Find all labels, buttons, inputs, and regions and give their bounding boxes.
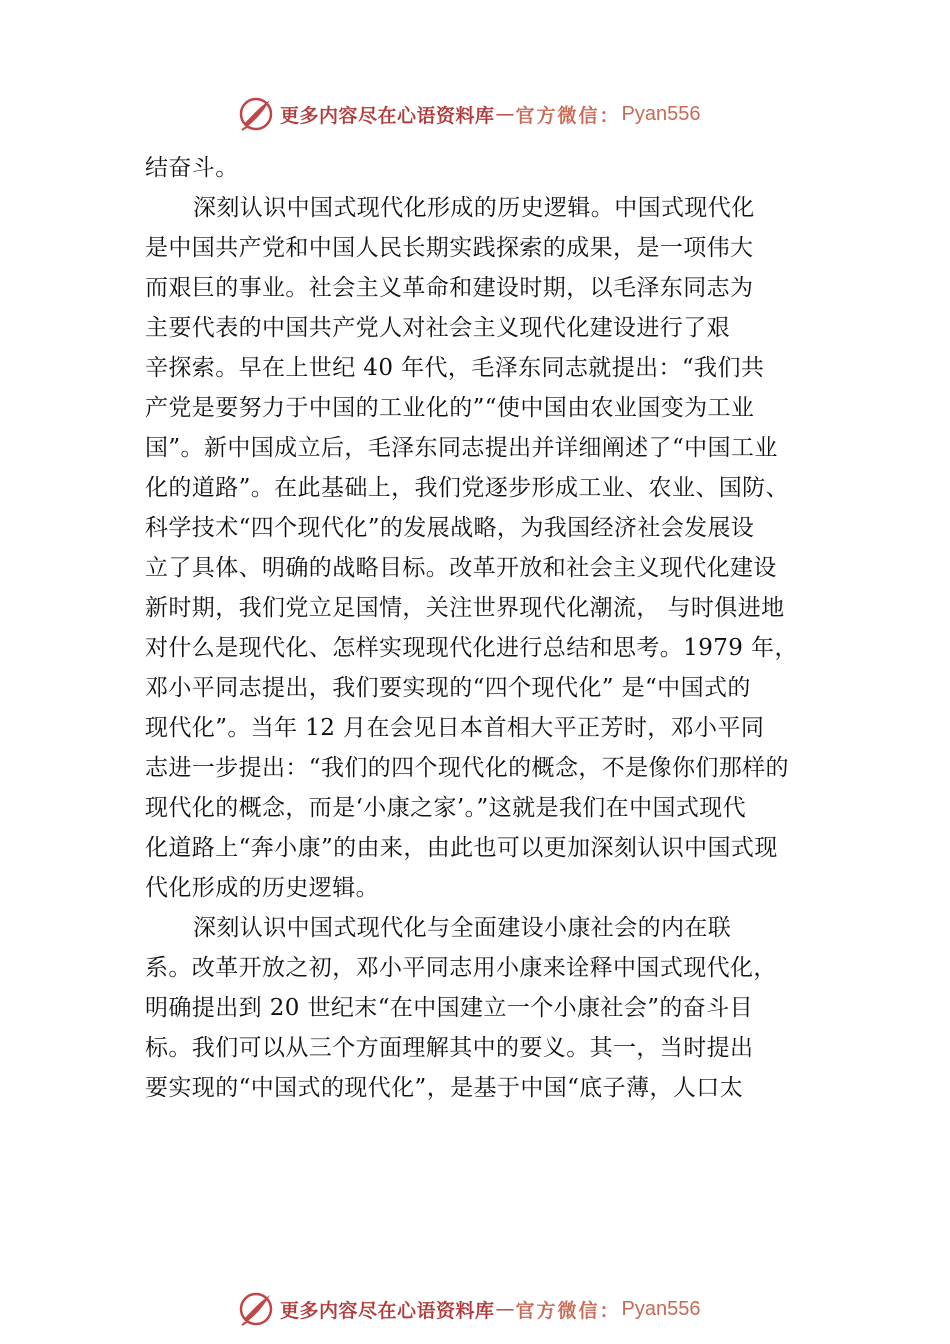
quill-logo-icon bbox=[238, 96, 274, 132]
text-line: 邓小平同志提出，我们要实现的“四个现代化” 是“中国式的 bbox=[145, 675, 751, 701]
text-line: 标。我们可以从三个方面理解其中的要义。其一，当时提出 bbox=[145, 1035, 754, 1061]
text-line: 立了具体、明确的战略目标。改革开放和社会主义现代化建设 bbox=[145, 555, 777, 581]
text-line: 辛探索。早在上世纪 40 年代，毛泽东同志就提出：“我们共 bbox=[145, 355, 765, 381]
quill-logo-icon bbox=[238, 1291, 274, 1327]
text-line: 科学技术“四个现代化”的发展战略，为我国经济社会发展设 bbox=[145, 515, 755, 541]
text-line: 新时期，我们党立足国情，关注世界现代化潮流， 与时俱进地 bbox=[145, 595, 785, 621]
document-body bbox=[145, 148, 825, 1108]
paragraph-start-line: 深刻认识中国式现代化与全面建设小康社会的内在联 bbox=[193, 915, 732, 941]
text-line: 化的道路”。在此基础上，我们党逐步形成工业、农业、国防、 bbox=[145, 475, 789, 501]
text-line: 主要代表的中国共产党人对社会主义现代化建设进行了艰 bbox=[145, 315, 730, 341]
paragraph-start-line: 深刻认识中国式现代化形成的历史逻辑。中国式现代化 bbox=[193, 195, 755, 221]
text-line: 结奋斗。 bbox=[145, 155, 239, 181]
header-dash: — bbox=[495, 103, 515, 125]
text-line: 志进一步提出：“我们的四个现代化的概念，不是像你们那样的 bbox=[145, 755, 789, 781]
header-brand-text: 更多内容尽在心语资料库 bbox=[280, 104, 495, 127]
text-line: 明确提出到 20 世纪末“在中国建立一个小康社会”的奋斗目 bbox=[145, 995, 754, 1021]
text-line: 对什么是现代化、怎样实现现代化进行总结和思考。1979 年， bbox=[145, 635, 798, 661]
footer-brand-text: 更多内容尽在心语资料库 bbox=[280, 1299, 495, 1322]
text-line: 国”。新中国成立后，毛泽东同志提出并详细阐述了“中国工业 bbox=[145, 435, 778, 461]
text-line: 现代化”。当年 12 月在会见日本首相大平正芳时，邓小平同 bbox=[145, 715, 765, 741]
text-line: 化道路上“奔小康”的由来，由此也可以更加深刻认识中国式现 bbox=[145, 835, 778, 861]
text-line: 现代化的概念，而是‘小康之家’。”这就是我们在中国式现代 bbox=[145, 795, 747, 821]
header-wechat-id: Pyan556 bbox=[621, 102, 701, 125]
footer-banner bbox=[0, 1289, 950, 1329]
footer-dash: — bbox=[495, 1298, 515, 1320]
footer-wechat-label: 官方微信： bbox=[515, 1299, 621, 1322]
text-line: 系。改革开放之初，邓小平同志用小康来诠释中国式现代化， bbox=[145, 955, 777, 981]
text-line: 要实现的“中国式的现代化”，是基于中国“底子薄，人口太 bbox=[145, 1075, 744, 1101]
header-wechat-label: 官方微信： bbox=[515, 104, 621, 127]
text-line: 是中国共产党和中国人民长期实践探索的成果，是一项伟大 bbox=[145, 235, 754, 261]
header-banner bbox=[0, 94, 950, 134]
text-line: 产党是要努力于中国的工业化的”“使中国由农业国变为工业 bbox=[145, 395, 755, 421]
footer-wechat-id: Pyan556 bbox=[621, 1297, 701, 1320]
text-line: 代化形成的历史逻辑。 bbox=[145, 875, 379, 901]
text-line: 而艰巨的事业。社会主义革命和建设时期，以毛泽东同志为 bbox=[145, 275, 754, 301]
